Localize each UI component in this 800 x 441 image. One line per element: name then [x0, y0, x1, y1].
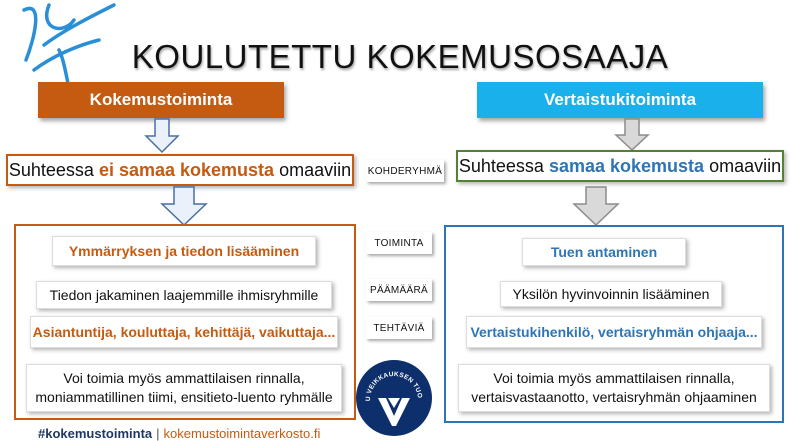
header-vertaistukitoiminta: Vertaistukitoiminta	[477, 82, 763, 118]
svg-text:TUETTU VEIKKAUKSEN TUOTOILLA	[356, 360, 423, 401]
target-right-text-end: omaaviin	[709, 155, 782, 176]
card-tehtavia-right	[466, 316, 762, 348]
card-note-right-line2: vertaisvastaanotto, vertaisryhmän ohjaaminen	[471, 389, 757, 405]
label-toiminta: TOIMINTA	[366, 232, 432, 254]
target-right-text: Suhteessa	[458, 155, 544, 176]
footer-hashtag: #kokemustoiminta	[38, 426, 153, 441]
veikkaus-badge	[356, 360, 432, 436]
page-title: KOULUTETTU KOKEMUSOSAAJA	[131, 38, 669, 75]
card-toiminta-left	[52, 236, 316, 266]
target-left-highlight: ei samaa kokemusta	[98, 159, 275, 180]
target-left-text: Suhteessa	[8, 159, 94, 180]
card-paamaara-right	[500, 281, 722, 307]
down-arrow-icon	[572, 186, 620, 226]
card-note-right	[458, 364, 770, 412]
card-tehtavia-left-text: Asiantuntija, kouluttaja, kehittäjä, vaikuttaja...	[32, 323, 336, 340]
veikkaus-badge-icon	[356, 360, 432, 436]
card-toiminta-left-text: Ymmärryksen ja tiedon lisääminen	[68, 242, 300, 259]
card-note-right-line1: Voi toimia myös ammattilaisen rinnalla,	[493, 370, 735, 386]
card-toiminta-right	[522, 238, 686, 266]
target-right-highlight: samaa kokemusta	[548, 155, 705, 176]
card-tehtavia-right-text: Vertaistukihenkilö, vertaisryhmän ohjaaja...	[470, 323, 758, 340]
badge-text: U VEIKKAUKSEN TUO	[364, 370, 424, 402]
down-arrow-icon	[144, 118, 180, 154]
target-group-right	[456, 150, 784, 182]
down-arrow-icon	[160, 186, 208, 226]
card-paamaara-right-text: Yksilön hyvinvoinnin lisääminen	[512, 285, 710, 302]
card-paamaara-left	[36, 281, 332, 309]
card-tehtavia-left	[30, 316, 338, 348]
target-group-left	[6, 154, 354, 186]
card-note-left-line2: moniammatillinen tiimi, ensitieto-luento ryhmälle	[35, 389, 333, 405]
label-kohderyhma: KOHDERYHMÄ	[366, 160, 444, 182]
footer-site-link[interactable]: kokemustoimintaverkosto.fi	[163, 426, 321, 441]
down-arrow-icon	[614, 118, 650, 152]
label-paamaara: PÄÄMÄÄRÄ	[366, 279, 432, 301]
footer	[38, 426, 320, 441]
header-kokemustoiminta: Kokemustoiminta	[38, 82, 284, 118]
target-left-text-end: omaaviin	[279, 159, 352, 180]
card-toiminta-right-text: Tuen antaminen	[550, 243, 658, 260]
card-paamaara-left-text: Tiedon jakaminen laajemmille ihmisryhmille	[49, 286, 319, 303]
footer-separator: |	[156, 426, 160, 441]
card-note-left-line1: Voi toimia myös ammattilaisen rinnalla,	[63, 370, 305, 386]
label-tehtavia: TEHTÄVIÄ	[366, 317, 432, 339]
card-note-left	[26, 364, 342, 412]
